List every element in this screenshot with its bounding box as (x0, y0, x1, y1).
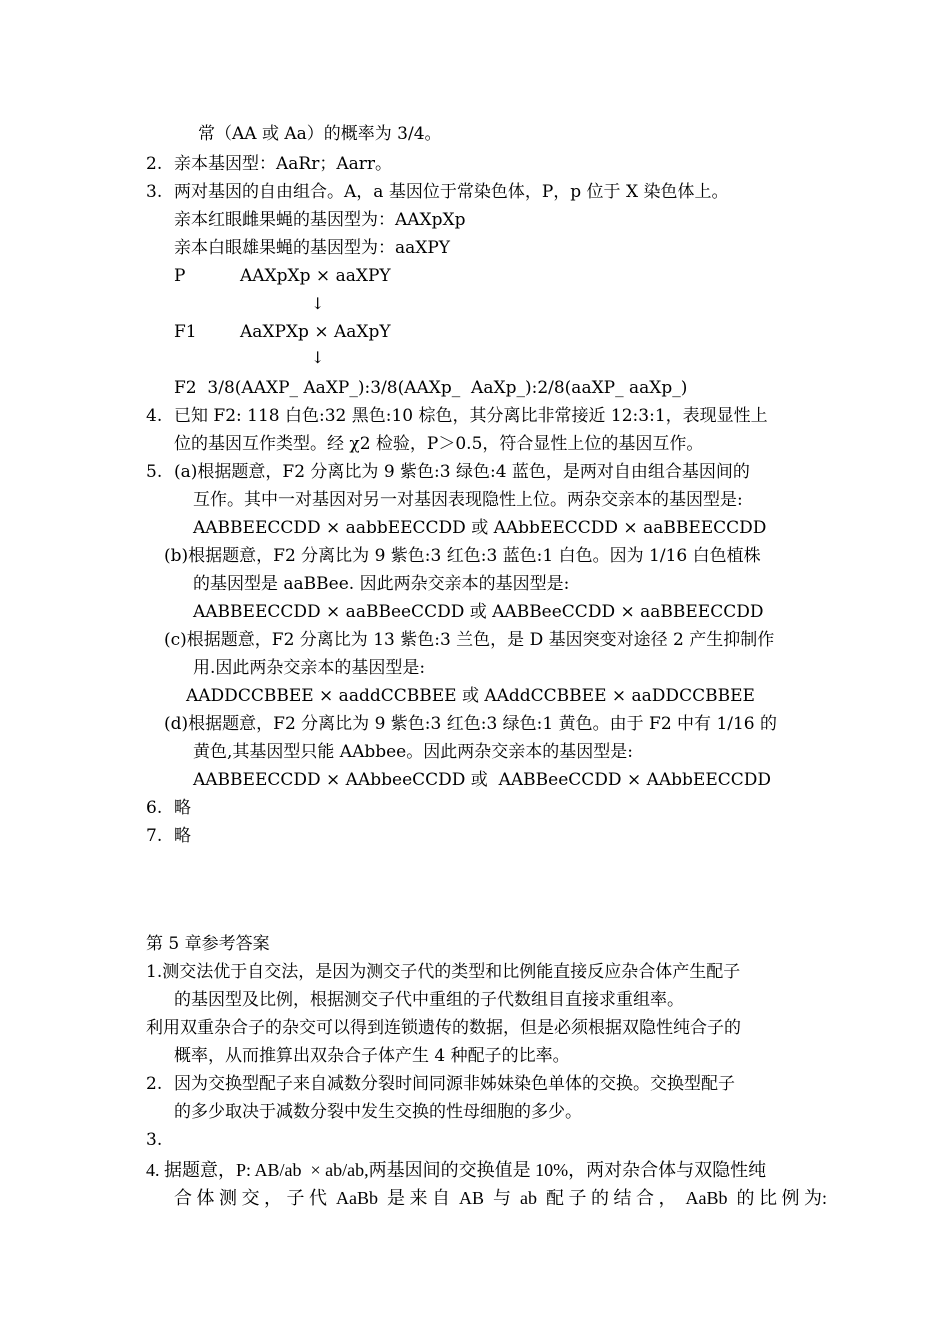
text-line: 合 体 测 交 ， 子 代 AaBb 是 来 自 AB 与 ab 配 子 的 结 合 ， AaBb 的 比 例 为: (174, 1188, 827, 1208)
text-line: 两对基因的自由组合。A，a 基因位于常染色体，P，p 位于 X 染色体上。 (174, 182, 729, 202)
cross-line: AaXPXp × AaXpY (240, 322, 391, 342)
text-line: 互作。其中一对基因对另一对基因表现隐性上位。两杂交亲本的基因型是: (193, 490, 743, 510)
genotype-line: AABBEECCDD × aabbEECCDD 或 AAbbEECCDD × aaBBEECCDD (193, 518, 767, 538)
text-line: 亲本基因型：AaRr；Aarr。 (174, 154, 393, 174)
item-number: 5. (146, 462, 163, 482)
text-line: 1.测交法优于自交法，是因为测交子代的类型和比例能直接反应杂合体产生配子 (146, 962, 741, 982)
text-line: 概率，从而推算出双杂合子体产生 4 种配子的比率。 (174, 1046, 570, 1066)
generation-label: P (174, 266, 186, 286)
text-line: 的基因型及比例，根据测交子代中重组的子代数组目直接求重组率。 (174, 990, 684, 1010)
text-line: (d)根据题意，F2 分离比为 9 紫色:3 红色:3 绿色:1 黄色。由于 F2 中有 1/16 的 (164, 714, 778, 734)
item-number: 7. (146, 826, 163, 846)
text-line: 略 (174, 826, 191, 846)
text-line: 黄色,其基因型只能 AAbbee。因此两杂交亲本的基因型是: (193, 742, 633, 762)
text-line: 亲本红眼雌果蝇的基因型为：AAXpXp (174, 210, 466, 230)
text-line: 利用双重杂合子的杂交可以得到连锁遗传的数据，但是必须根据双隐性纯合子的 (146, 1018, 741, 1038)
text-line: 4. 据题意，P: AB/ab × ab/ab,两基因间的交换值是 10%，两对杂合体与双隐性纯 (146, 1160, 767, 1180)
chapter-title: 第 5 章参考答案 (146, 934, 270, 954)
item-number: 2. (146, 154, 163, 174)
down-arrow-icon: ↓ (311, 294, 325, 313)
text-line: (a)根据题意，F2 分离比为 9 紫色:3 绿色:4 蓝色，是两对自由组合基因间的 (174, 462, 750, 482)
item-number: 3. (146, 182, 163, 202)
text-line: 的多少取决于减数分裂中发生交换的性母细胞的多少。 (174, 1102, 582, 1122)
text-line: 亲本白眼雄果蝇的基因型为：aaXPY (174, 238, 451, 258)
text-line: 位的基因互作类型。经 χ2 检验，P＞0.5，符合显性上位的基因互作。 (174, 434, 704, 454)
genotype-line: AABBEECCDD × aaBBeeCCDD 或 AABBeeCCDD × aaBBEECCDD (193, 602, 764, 622)
text-line: 已知 F2: 118 白色:32 黑色:10 棕色，其分离比非常接近 12:3:1，表现显性上 (174, 406, 768, 426)
text-line: 略 (174, 798, 191, 818)
genotype-line: AADDCCBBEE × aaddCCBBEE 或 AAddCCBBEE × aaDDCCBBEE (186, 686, 755, 706)
cross-line: AAXpXp × aaXPY (240, 266, 391, 286)
text-line: (b)根据题意，F2 分离比为 9 紫色:3 红色:3 蓝色:1 白色。因为 1/16 白色植株 (164, 546, 761, 566)
text-line: (c)根据题意，F2 分离比为 13 紫色:3 兰色，是 D 基因突变对途径 2 产生抑制作 (164, 630, 775, 650)
down-arrow-icon: ↓ (311, 348, 325, 367)
item-number: 3. (146, 1130, 163, 1150)
f2-line: F2 3/8(AAXP_ AaXP_):3/8(AAXp_ AaXp_):2/8(aaXP_ aaXp_) (174, 378, 688, 398)
text-line: 的基因型是 aaBBee. 因此两杂交亲本的基因型是: (193, 574, 570, 594)
item-number: 6. (146, 798, 163, 818)
text-line: 用.因此两杂交亲本的基因型是: (193, 658, 426, 678)
generation-label: F1 (174, 322, 197, 342)
genotype-line: AABBEECCDD × AAbbeeCCDD 或 AABBeeCCDD × AAbbEECCDD (193, 770, 772, 790)
item-number: 2. (146, 1074, 163, 1094)
text-line: 因为交换型配子来自减数分裂时间同源非姊妹染色单体的交换。交换型配子 (174, 1074, 735, 1094)
text-line: 常（AA 或 Aa）的概率为 3/4。 (198, 124, 442, 144)
item-number: 4. (146, 406, 163, 426)
